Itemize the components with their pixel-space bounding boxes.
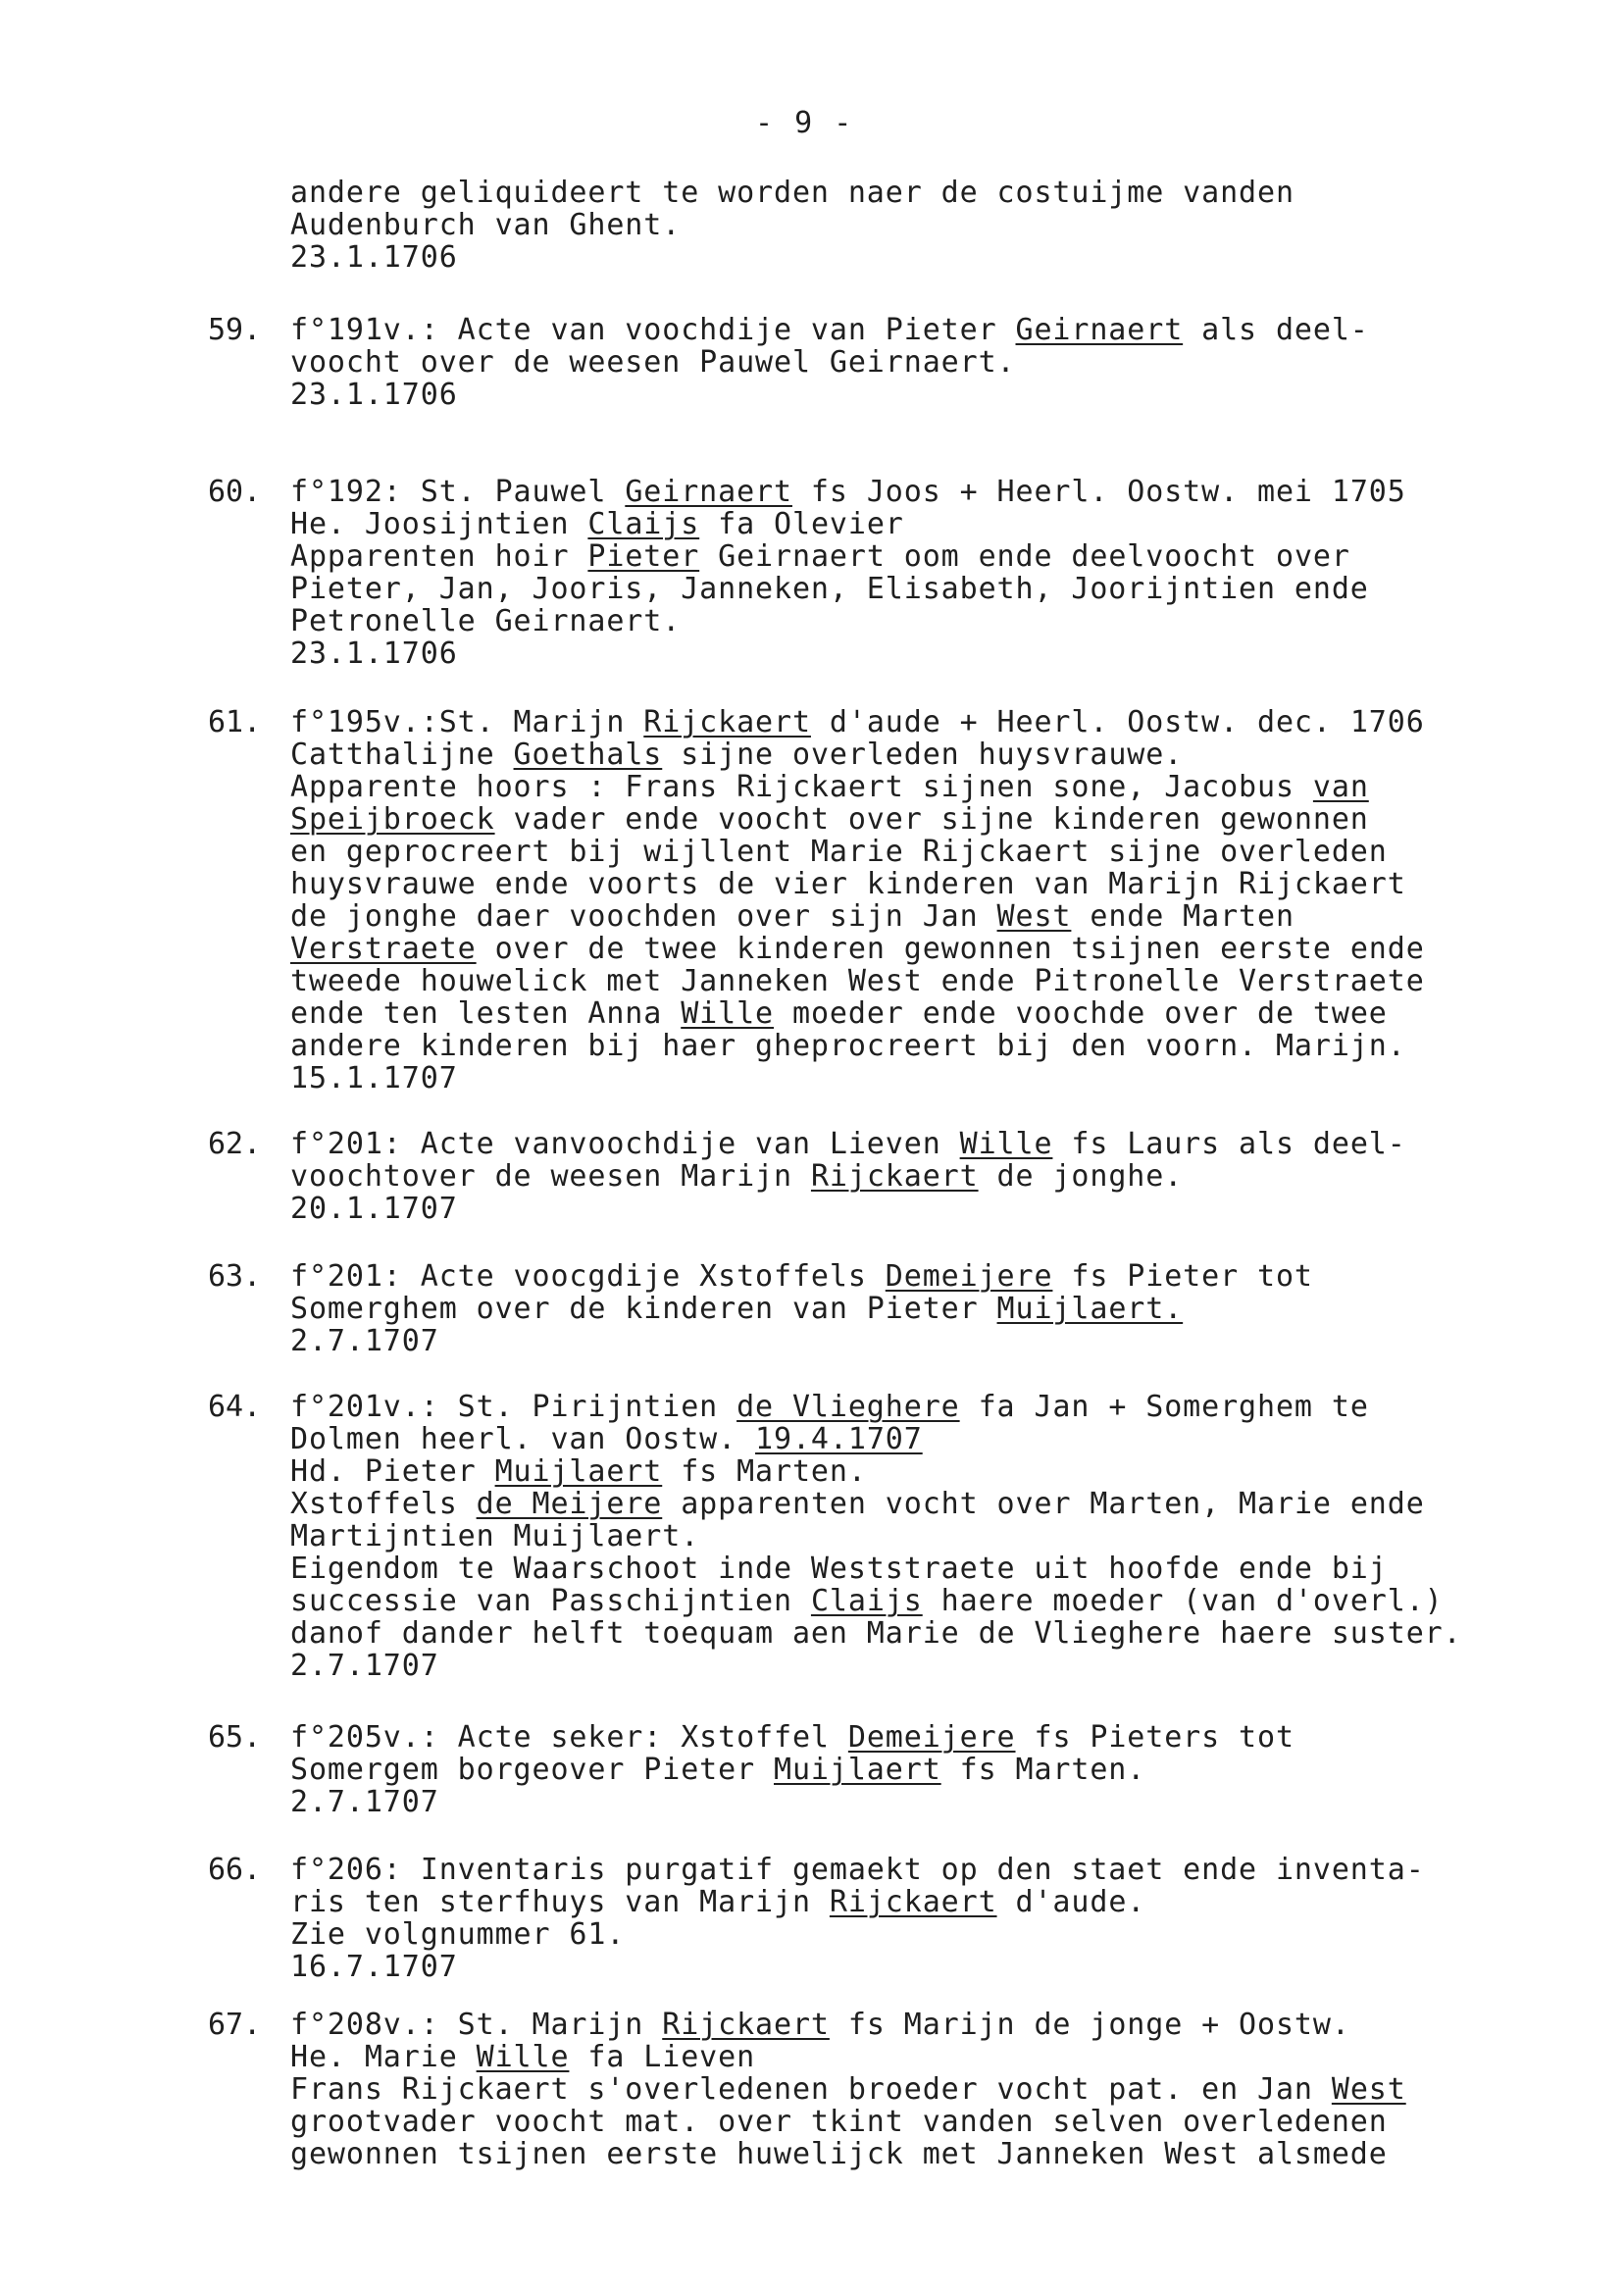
text-line: 2.7.1707 xyxy=(290,1649,439,1683)
entry-text xyxy=(290,1854,1585,1983)
entry-text xyxy=(290,1128,1585,1225)
text-line: ende ten lesten Anna Wille moeder ende voochde over de twee xyxy=(290,996,1388,1031)
text-line: 15.1.1707 xyxy=(290,1061,458,1095)
entry-number: 61. xyxy=(208,705,262,739)
underlined-name: Geirnaert xyxy=(625,475,792,509)
entry-text xyxy=(290,476,1585,670)
underlined-name: Muijlaert. xyxy=(996,1292,1184,1326)
entry-text xyxy=(290,706,1585,1095)
entry-number: 64. xyxy=(208,1390,262,1424)
text-line: Apparenten hoir Pieter Geirnaert oom ende deelvoocht over xyxy=(290,539,1350,574)
underlined-name: Demeijere xyxy=(847,1720,1016,1755)
underlined-name: Geirnaert xyxy=(1015,313,1184,347)
underlined-name: 19.4.1707 xyxy=(755,1422,923,1456)
underlined-name: Rijckaert xyxy=(662,2008,830,2042)
text-line: 2.7.1707 xyxy=(290,1324,439,1358)
text-line: Somergem borgeover Pieter Muijlaert fs Marten. xyxy=(290,1753,1146,1787)
text-line: 23.1.1706 xyxy=(290,240,458,275)
entry-number: 65. xyxy=(208,1720,262,1755)
text-line: voocht over de weesen Pauwel Geirnaert. xyxy=(290,345,1016,380)
intro-lines xyxy=(290,177,1585,274)
text-line: f°191v.: Acte van voochdije van Pieter Geirnaert als deel- xyxy=(290,313,1369,347)
underlined-name: Rijckaert xyxy=(810,1159,979,1194)
underlined-name: Speijbroeck xyxy=(290,802,495,837)
underlined-name: Rijckaert xyxy=(829,1885,997,1919)
text-line: f°192: St. Pauwel Geirnaert fs Joos + Heerl. Oostw. mei 1705 xyxy=(290,475,1406,509)
text-line: Eigendom te Waarschoot inde Weststraete uit hoofde ende bij xyxy=(290,1552,1388,1586)
text-line: tweede houwelick met Janneken West ende Pitronelle Verstraete xyxy=(290,964,1425,998)
text-line: huysvrauwe ende voorts de vier kinderen van Marijn Rijckaert xyxy=(290,867,1406,901)
underlined-name: Claijs xyxy=(587,507,700,541)
text-line: f°205v.: Acte seker: Xstoffel Demeijere fs Pieters tot xyxy=(290,1720,1294,1755)
text-line: andere geliquideert te worden naer de costuijme vanden xyxy=(290,176,1294,210)
text-line: He. Joosijntien Claijs fa Olevier xyxy=(290,507,904,541)
text-line: Xstoffels de Meijere apparenten vocht over Marten, Marie ende xyxy=(290,1487,1425,1521)
text-line: Catthalijne Goethals sijne overleden huysvrauwe. xyxy=(290,738,1184,772)
text-line: Martijntien Muijlaert. xyxy=(290,1519,700,1553)
text-line: de jonghe daer voochden over sijn Jan West ende Marten xyxy=(290,899,1294,934)
underlined-name: Rijckaert xyxy=(643,705,811,739)
underlined-name: Wille xyxy=(476,2040,570,2074)
entry-number: 62. xyxy=(208,1127,262,1161)
text-line: danof dander helft toequam aen Marie de Vlieghere haere suster. xyxy=(290,1616,1462,1651)
text-line: Speijbroeck vader ende voocht over sijne kinderen gewonnen xyxy=(290,802,1369,837)
text-line: f°201: Acte voocgdije Xstoffels Demeijere fs Pieter tot xyxy=(290,1259,1313,1294)
underlined-name: Demeijere xyxy=(885,1259,1053,1294)
text-line: 23.1.1706 xyxy=(290,636,458,671)
text-line: 16.7.1707 xyxy=(290,1950,458,1984)
underlined-name: Wille xyxy=(959,1127,1053,1161)
entry-text xyxy=(290,314,1585,411)
text-line: successie van Passchijntien Claijs haere moeder (van d'overl.) xyxy=(290,1584,1444,1618)
entry-number: 60. xyxy=(208,475,262,509)
text-line: He. Marie Wille fa Lieven xyxy=(290,2040,756,2074)
text-line: Petronelle Geirnaert. xyxy=(290,604,682,638)
page-number: - 9 - xyxy=(755,106,854,140)
text-line: f°206: Inventaris purgatif gemaekt op den staet ende inventa- xyxy=(290,1853,1425,1887)
text-line: Frans Rijckaert s'overledenen broeder vocht pat. en Jan West xyxy=(290,2072,1406,2107)
text-line: f°201: Acte vanvoochdije van Lieven Wille fs Laurs als deel- xyxy=(290,1127,1406,1161)
underlined-name: Pieter xyxy=(587,539,700,574)
entry-number: 59. xyxy=(208,313,262,347)
entry-text xyxy=(290,2009,1585,2170)
underlined-name: Goethals xyxy=(513,738,663,772)
text-line: Dolmen heerl. van Oostw. 19.4.1707 xyxy=(290,1422,923,1456)
text-line: gewonnen tsijnen eerste huwelijck met Janneken West alsmede xyxy=(290,2137,1388,2171)
text-line: Pieter, Jan, Jooris, Janneken, Elisabeth, Joorijntien ende xyxy=(290,572,1369,606)
text-line: Apparente hoors : Frans Rijckaert sijnen sone, Jacobus van xyxy=(290,770,1369,804)
underlined-name: Claijs xyxy=(810,1584,923,1618)
entry-number: 66. xyxy=(208,1853,262,1887)
entry-text xyxy=(290,1260,1585,1357)
text-line: voochtover de weesen Marijn Rijckaert de jonghe. xyxy=(290,1159,1184,1194)
text-line: f°208v.: St. Marijn Rijckaert fs Marijn de jonge + Oostw. xyxy=(290,2008,1350,2042)
underlined-name: de Vlieghere xyxy=(736,1390,960,1424)
underlined-name: Wille xyxy=(681,996,775,1031)
text-line: f°201v.: St. Pirijntien de Vlieghere fa Jan + Somerghem te xyxy=(290,1390,1369,1424)
entry-number: 67. xyxy=(208,2008,262,2042)
text-line: en geprocreert bij wijllent Marie Rijckaert sijne overleden xyxy=(290,835,1388,869)
entry-text xyxy=(290,1391,1585,1682)
text-line: Audenburch van Ghent. xyxy=(290,208,682,242)
underlined-name: West xyxy=(996,899,1072,934)
entry-number: 63. xyxy=(208,1259,262,1294)
text-line: andere kinderen bij haer gheprocreert bij den voorn. Marijn. xyxy=(290,1029,1406,1063)
text-line: 23.1.1706 xyxy=(290,378,458,412)
text-line: f°195v.:St. Marijn Rijckaert d'aude + Heerl. Oostw. dec. 1706 xyxy=(290,705,1425,739)
text-line: grootvader voocht mat. over tkint vanden selven overledenen xyxy=(290,2105,1388,2139)
underlined-name: van xyxy=(1312,770,1369,804)
underlined-name: de Meijere xyxy=(476,1487,663,1521)
text-line: Zie volgnummer 61. xyxy=(290,1917,626,1952)
text-line: Verstraete over de twee kinderen gewonnen tsijnen eerste ende xyxy=(290,932,1425,966)
underlined-name: Muijlaert xyxy=(494,1454,663,1489)
entry-text xyxy=(290,1721,1585,1818)
underlined-name: West xyxy=(1331,2072,1406,2107)
text-line: 2.7.1707 xyxy=(290,1785,439,1819)
underlined-name: Muijlaert xyxy=(774,1753,941,1787)
text-line: 20.1.1707 xyxy=(290,1192,458,1226)
text-line: Somerghem over de kinderen van Pieter Muijlaert. xyxy=(290,1292,1184,1326)
text-line: ris ten sterfhuys van Marijn Rijckaert d'aude. xyxy=(290,1885,1146,1919)
text-line: Hd. Pieter Muijlaert fs Marten. xyxy=(290,1454,867,1489)
underlined-name: Verstraete xyxy=(290,932,477,966)
